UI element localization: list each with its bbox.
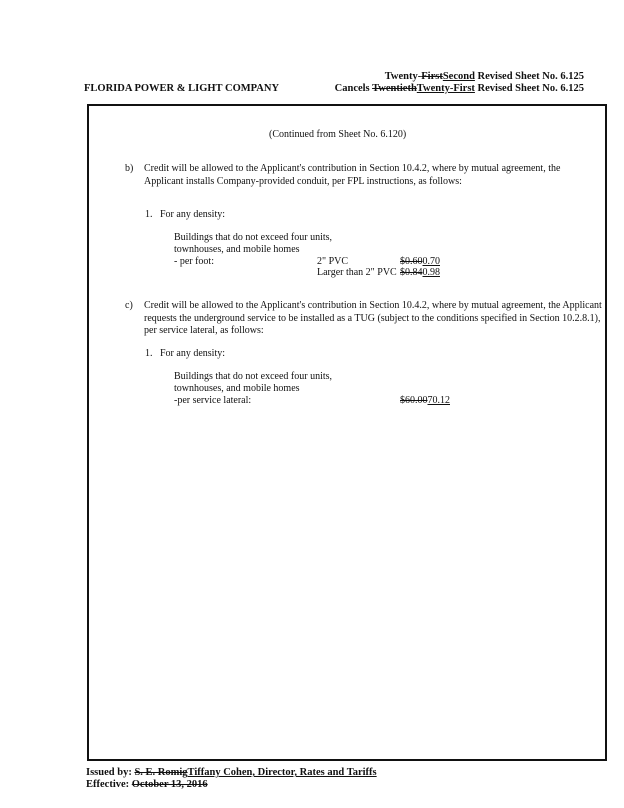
struck-revision: First (421, 71, 443, 82)
section-b-desc-1: Buildings that do not exceed four units, (174, 232, 333, 243)
section-b-desc-3: - per foot: (174, 256, 214, 267)
section-c-desc-2: townhouses, and mobile homes (174, 383, 300, 394)
continued-note: (Continued from Sheet No. 6.120) (269, 129, 407, 140)
section-c-desc-1: Buildings that do not exceed four units, (174, 371, 333, 382)
old-rate: $60.00 (400, 395, 428, 406)
section-b-label: b) (125, 163, 134, 174)
section-c-desc-3: -per service lateral: (174, 395, 252, 406)
cancels-sheet-line (335, 83, 584, 94)
new-rate: 0.70 (422, 256, 440, 267)
old-rate: $0.84 (400, 267, 423, 278)
old-rate: $0.60 (400, 256, 423, 267)
section-c-label: c) (125, 300, 133, 311)
issued-by-line (86, 767, 377, 778)
effective-label: Effective: (86, 779, 130, 790)
company-name: FLORIDA POWER & LIGHT COMPANY (84, 83, 280, 94)
added-revision: Second (442, 71, 475, 82)
rate-value-row-2 (400, 267, 440, 280)
issued-added-name: Tiffany Cohen, Director, Rates and Tariffs (187, 767, 377, 778)
section-b-item-text: For any density: (160, 209, 225, 220)
revision-prefix: Twenty- (384, 71, 422, 82)
section-c-item-number: 1. (145, 348, 153, 359)
rate-type-row-1: 2" PVC (317, 256, 349, 267)
cancels-suffix: Revised Sheet No. 6.125 (474, 83, 584, 94)
effective-line (86, 779, 208, 790)
revision-suffix: Revised Sheet No. 6.125 (474, 71, 584, 82)
section-c-item-text: For any density: (160, 348, 225, 359)
revised-sheet-line (385, 71, 584, 82)
added-cancels: Twenty-First (416, 83, 475, 94)
service-lateral-rate (400, 395, 450, 408)
section-b-item-number: 1. (145, 209, 153, 220)
section-b-desc-2: townhouses, and mobile homes (174, 244, 300, 255)
section-c-text: Credit will be allowed to the Applicant's contribution in Section 10.4.2, where by mutual agreement, the Applicant requests the underground service to be installed as a TUG (subject to the conditions specified in Section 10.2.8.1), per service lateral, as follows: (144, 300, 602, 336)
new-rate: 70.12 (427, 395, 450, 406)
rate-type-row-2: Larger than 2" PVC (317, 267, 397, 278)
new-rate: 0.98 (422, 267, 440, 278)
issued-struck-name: S. E. Romig (134, 767, 188, 778)
cancels-prefix: Cancels (334, 83, 373, 94)
struck-cancels: Twentieth (372, 83, 417, 94)
effective-struck-date: October 13, 2016 (131, 779, 208, 790)
tariff-frame (87, 104, 607, 761)
section-b-text: Credit will be allowed to the Applicant's contribution in Section 10.4.2, where by mutual agreement, the Applicant installs Company-provided conduit, per FPL instructions, as follows: (144, 163, 561, 187)
issued-label: Issued by: (86, 767, 132, 778)
